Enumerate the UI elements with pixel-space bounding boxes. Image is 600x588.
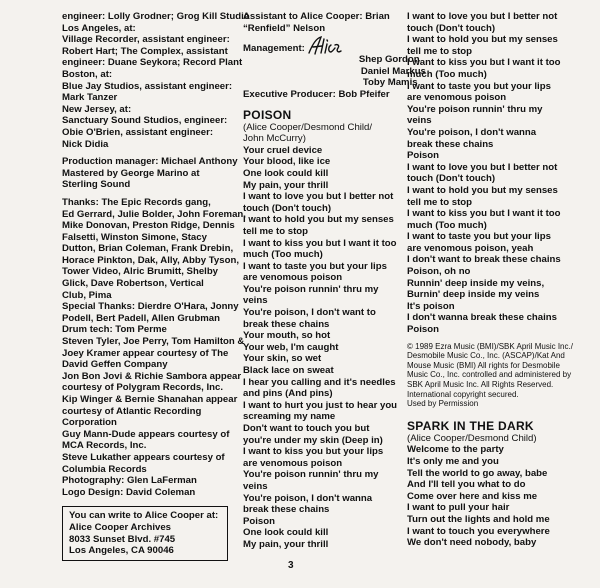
spark-lyrics — [407, 444, 597, 548]
lyric-line: Welcome to the party — [407, 444, 504, 456]
lyric-line: I hear you calling and it's needles — [243, 376, 396, 388]
lyric-line: tell me to stop — [243, 225, 309, 237]
text-line: Falsetti, Winston Simone, Stacy — [62, 231, 207, 243]
text-line: courtesy of Polygram Records, Inc. — [62, 382, 224, 394]
lyric-line: I don't wanna break these chains — [407, 312, 557, 324]
lyric-line: are venomous poison — [243, 272, 343, 284]
lyric-line: I want to taste you but your lips — [243, 260, 387, 272]
lyric-line: Burnin' deep inside my veins — [407, 289, 540, 301]
text-line: Alice Cooper Archives — [69, 521, 172, 533]
lyric-line: I want to kiss you but your lips — [243, 446, 384, 458]
text-line: (Alice Cooper/Desmond Child/ — [243, 121, 373, 133]
text-line: Glick, Dave Robertson, Vertical — [62, 278, 204, 290]
text-line: International copyright secured. — [407, 389, 519, 399]
lyric-line: screaming my name — [243, 411, 336, 423]
text-line: Blue Jay Studios, assistant engineer: — [62, 80, 233, 92]
lyric-line: much (Too much) — [407, 68, 487, 80]
lyric-line: I want to touch you everywhere — [407, 525, 550, 537]
text-line: Columbia Records — [62, 463, 147, 475]
lyric-line: One look could kill — [243, 167, 329, 179]
thanks-credits — [62, 196, 246, 498]
lyric-line: break these chains — [407, 138, 494, 150]
lyric-line: I want to hold you but my senses — [407, 34, 558, 46]
text-line: Los Angeles, CA 90046 — [69, 545, 174, 557]
lyric-line: Come over here and kiss me — [407, 490, 538, 502]
text-line: David Geffen Company — [62, 359, 168, 371]
text-line: Photography: Glen LaFerman — [62, 475, 197, 487]
credits-column — [62, 11, 250, 561]
lyric-line: You're poison, I don't wanna — [243, 492, 373, 504]
lyric-line: I want to taste you but your lips — [407, 80, 551, 92]
lyric-line: I want to taste you but your lips — [407, 231, 551, 243]
text-line: Mark Tanzer — [62, 92, 118, 104]
lyric-line: break these chains — [243, 504, 330, 516]
lyric-line: much (Too much) — [243, 249, 323, 261]
lyric-line: Poison, oh no — [407, 266, 471, 278]
lyric-line: Runnin' deep inside my veins, — [407, 277, 545, 289]
text-line: Desmobile Music Co., Inc. (ASCAP)/Kat And — [407, 351, 565, 361]
lyric-line: are venomous poison — [243, 457, 343, 469]
text-line: Nick Didia — [62, 138, 109, 150]
lyric-line: touch (Don't touch) — [407, 173, 496, 185]
text-line: engineer: Duane Seykora; Record Plant — [62, 57, 243, 69]
lyric-line: tell me to stop — [407, 196, 473, 208]
text-line: Club, Pima — [62, 289, 112, 301]
lyric-line: break these chains — [243, 318, 330, 330]
text-line: Boston, at: — [62, 68, 113, 80]
text-line: Thanks: The Epic Records gang, — [62, 196, 211, 208]
text-line: engineer: Lolly Grodner; Grog Kill Studio — [62, 11, 250, 22]
song-title-spark-in-the-dark: SPARK IN THE DARK — [407, 418, 534, 433]
lyric-line: Your mouth, so hot — [243, 330, 331, 342]
text-line: © 1989 Ezra Music (BMI)/SBK April Music Inc./ — [407, 341, 573, 351]
lyric-line: I want to love you but I better not — [407, 161, 558, 173]
text-line: Steve Lukather appears courtesy of — [62, 451, 225, 463]
lyric-line: And I'll tell you what to do — [407, 479, 526, 491]
page-number: 3 — [288, 560, 294, 571]
lyric-line: I want to hold you but my senses — [243, 214, 394, 226]
text-line: Mike Donovan, Preston Ridge, Dennis — [62, 220, 235, 232]
lyric-line: Black lace on sweat — [243, 365, 334, 377]
management-label: Management: — [243, 43, 305, 55]
text-line: Special Thanks: Dierdre O'Hara, Jonny — [62, 301, 239, 313]
text-line: Corporation — [62, 417, 117, 429]
text-line: “Renfield” Nelson — [243, 22, 326, 34]
lyric-line: and pins (And pins) — [243, 388, 333, 400]
text-line: Sterling Sound — [62, 179, 131, 191]
text-line: Daniel Markus — [360, 65, 426, 77]
text-line: Horace Pinkton, Dak, Ally, Abby Tyson, — [62, 254, 239, 266]
lyrics-continued-column — [407, 11, 597, 549]
lyric-line: touch (Don't touch) — [407, 22, 496, 34]
lyric-line: Your web, I'm caught — [243, 341, 339, 353]
management-credit — [243, 34, 426, 89]
lyric-line: I want to kiss you but I want it too — [243, 237, 397, 249]
text-line: Used by Permission — [407, 399, 479, 409]
lyric-line: We don't need nobody, baby — [407, 537, 537, 549]
lyric-line: Your skin, so wet — [243, 353, 322, 365]
lyric-line: are venomous poison — [407, 92, 507, 104]
lyric-line: Poison — [243, 515, 275, 527]
lyric-line: You're poison runnin' thru my — [243, 469, 379, 481]
song-title-poison: POISON — [243, 107, 292, 122]
text-line: Logo Design: David Coleman — [62, 486, 196, 498]
lyric-line: I want to hold you but my senses — [407, 184, 558, 196]
text-line: Obie O'Brien, assistant engineer: — [62, 126, 214, 138]
text-line: Music Co., Inc. controlled and administered by — [407, 370, 572, 380]
lyric-line: You're poison, I don't wanna — [407, 126, 537, 138]
lyric-line: tell me to stop — [407, 45, 473, 57]
lyric-line: My pain, your thrill — [243, 538, 329, 550]
text-line: Kip Winger & Bernie Shanahan appear — [62, 394, 238, 405]
text-line: Mastered by George Marino at — [62, 167, 200, 179]
lyric-line: Don't want to touch you but — [243, 423, 370, 434]
lyric-line: veins — [243, 295, 268, 307]
text-line: Los Angeles, at: — [62, 22, 136, 34]
copyright-notice — [407, 342, 597, 409]
lyric-line: It's poison — [407, 300, 455, 312]
text-line: Joey Kramer appear courtesy of The — [62, 347, 229, 359]
lyric-line: touch (Don't touch) — [243, 202, 332, 214]
lyric-line: Your cruel device — [243, 144, 323, 156]
lyric-line: I want to kiss you but I want it too — [407, 208, 561, 220]
text-line: Robert Hart; The Complex, assistant — [62, 45, 228, 57]
poison-lyrics-continued — [407, 11, 597, 336]
lyric-line: I don't want to break these chains — [407, 254, 561, 266]
text-line: Production manager: Michael Anthony — [62, 156, 238, 168]
text-line: 8033 Sunset Blvd. #745 — [69, 533, 176, 545]
poison-lyrics — [243, 145, 403, 551]
lyric-line: are venomous poison, yeah — [407, 242, 534, 254]
text-line: SBK April Music Inc. All Rights Reserved. — [407, 380, 554, 389]
lyric-line: You're poison runnin' thru my — [243, 283, 379, 295]
text-line: Shep Gordon — [358, 54, 420, 66]
text-line: Tower Video, Alric Brumitt, Shelby — [62, 266, 219, 278]
lyric-line: veins — [407, 115, 432, 127]
text-line: John McCurry) — [243, 133, 306, 145]
lyric-line: much (Too much) — [407, 219, 487, 231]
assistant-credit — [243, 11, 403, 34]
text-line: Guy Mann-Dude appears courtesy of — [62, 428, 230, 440]
alice-cooper-logo — [307, 35, 345, 57]
lyric-line: I want to love you but I better not — [407, 11, 558, 22]
text-line: New Jersey, at: — [62, 103, 132, 115]
text-line: Mouse Music (BMI) All rights for Desmobile — [407, 360, 560, 370]
text-line: You can write to Alice Cooper at: — [69, 510, 219, 522]
lyric-line: Tell the world to go away, babe — [407, 467, 548, 479]
contact-address-box — [62, 506, 228, 560]
poison-column — [243, 11, 426, 551]
lyric-line: You're poison runnin' thru my — [407, 103, 543, 115]
executive-producer: Executive Producer: Bob Pfeifer — [243, 88, 390, 100]
studio-credits — [62, 11, 250, 150]
lyric-line: I want to hurt you just to hear you — [243, 399, 398, 411]
lyric-line: Your blood, like ice — [243, 156, 331, 168]
lyric-line: Poison — [407, 324, 439, 336]
lyric-line: I want to pull your hair — [407, 502, 510, 514]
lyric-line: Poison — [407, 150, 439, 162]
text-line: Assistant to Alice Cooper: Brian — [243, 11, 390, 22]
lyric-line: You're poison, I don't want to — [243, 307, 376, 319]
lyric-line: I want to kiss you but I want it too — [407, 57, 561, 69]
production-credits — [62, 156, 237, 191]
text-line: Drum tech: Tom Perme — [62, 324, 167, 336]
lyric-line: you're under my skin (Deep in) — [243, 434, 383, 446]
text-line: Podell, Bert Padell, Allen Grubman — [62, 312, 220, 324]
lyric-line: I want to love you but I better not — [243, 191, 394, 203]
text-line: Jon Bon Jovi & Richie Sambora appear — [62, 370, 242, 382]
text-line: Sanctuary Sound Studios, engineer: — [62, 115, 228, 127]
songwriter-credits: (Alice Cooper/Desmond Child) — [407, 432, 537, 444]
lyric-line: It's only me and you — [407, 455, 499, 467]
songwriter-credits — [243, 122, 403, 145]
text-line: Village Recorder, assistant engineer: — [62, 34, 230, 46]
text-line: Dutton, Brian Coleman, Frank Drebin, — [62, 243, 234, 255]
lyric-line: One look could kill — [243, 527, 329, 539]
lyric-line: veins — [243, 480, 268, 492]
text-line: courtesy of Atlantic Recording — [62, 405, 202, 417]
text-line: Steven Tyler, Joe Perry, Tom Hamilton & — [62, 336, 245, 348]
lyric-line: My pain, your thrill — [243, 179, 329, 191]
text-line: MCA Records, Inc. — [62, 440, 147, 452]
text-line: Toby Mamis — [362, 77, 418, 89]
lyric-line: Turn out the lights and hold me — [407, 513, 550, 525]
text-line: Ed Gerrard, Julie Bolder, John Foreman, — [62, 208, 246, 220]
